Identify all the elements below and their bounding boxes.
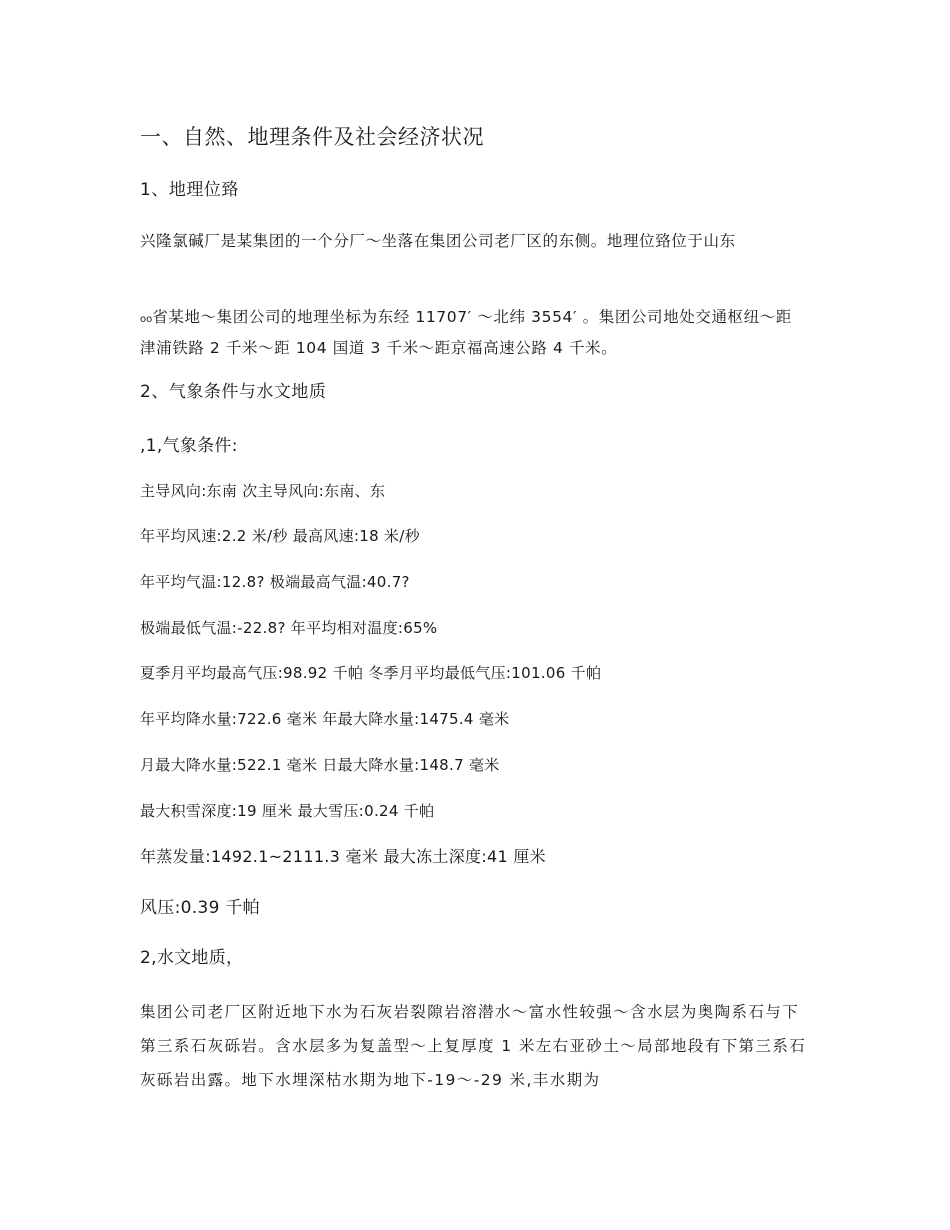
- hydrology-paragraph: 集团公司老厂区附近地下水为石灰岩裂隙岩溶潜水～富水性较强～含水层为奥陶系石与下第三系石灰砾岩。含水层多为复盖型～上复厚度 1 米左右亚砂土～局部地段有下第三系石灰砾岩出露。地下水埋深枯水期为地下-19～-29 米,丰水期为: [140, 1003, 807, 1089]
- weather-line: 年平均气温:12.8? 极端最高气温:40.7?: [140, 573, 410, 591]
- location-paragraph-1: 兴隆氯碱厂是某集团的一个分厂～坐落在集团公司老厂区的东侧。地理位臵位于山东: [140, 232, 736, 250]
- weather-line: 极端最低气温:-22.8? 年平均相对温度:65%: [140, 619, 438, 637]
- weather-line: 最大积雪深度:19 厘米 最大雪压:0.24 千帕: [140, 802, 435, 820]
- weather-line: 年蒸发量:1492.1~2111.3 毫米 最大冻土深度:41 厘米: [140, 847, 546, 866]
- location-paragraph-2-text: 省某地～集团公司的地理坐标为东经 11707′ ～北纬 3554′ 。集团公司地处交通枢纽～距津浦铁路 2 千米～距 104 国道 3 千米～距京福高速公路 4 千米。: [140, 308, 792, 357]
- weather-line: 主导风向:东南 次主导风向:东南、东: [140, 482, 386, 500]
- subsection-title-weather-hydrology: 2、气象条件与水文地质: [140, 382, 327, 402]
- weather-line: 风压:0.39 千帕: [140, 898, 260, 918]
- subsection-title-location: 1、地理位臵: [140, 180, 239, 200]
- weather-line: 年平均风速:2.2 米/秒 最高风速:18 米/秒: [140, 527, 420, 545]
- paragraph-prefix-mark: oo: [140, 314, 153, 325]
- weather-line: 夏季月平均最高气压:98.92 千帕 冬季月平均最低气压:101.06 千帕: [140, 664, 602, 682]
- weather-line: 月最大降水量:522.1 毫米 日最大降水量:148.7 毫米: [140, 756, 500, 774]
- section-title: 一、自然、地理条件及社会经济状况: [140, 125, 484, 149]
- subsection-title-weather: ,1,气象条件:: [140, 436, 238, 456]
- subsection-title-hydrology: 2,水文地质，: [140, 948, 244, 968]
- weather-line: 年平均降水量:722.6 毫米 年最大降水量:1475.4 毫米: [140, 710, 510, 728]
- location-paragraph-2: [140, 303, 808, 363]
